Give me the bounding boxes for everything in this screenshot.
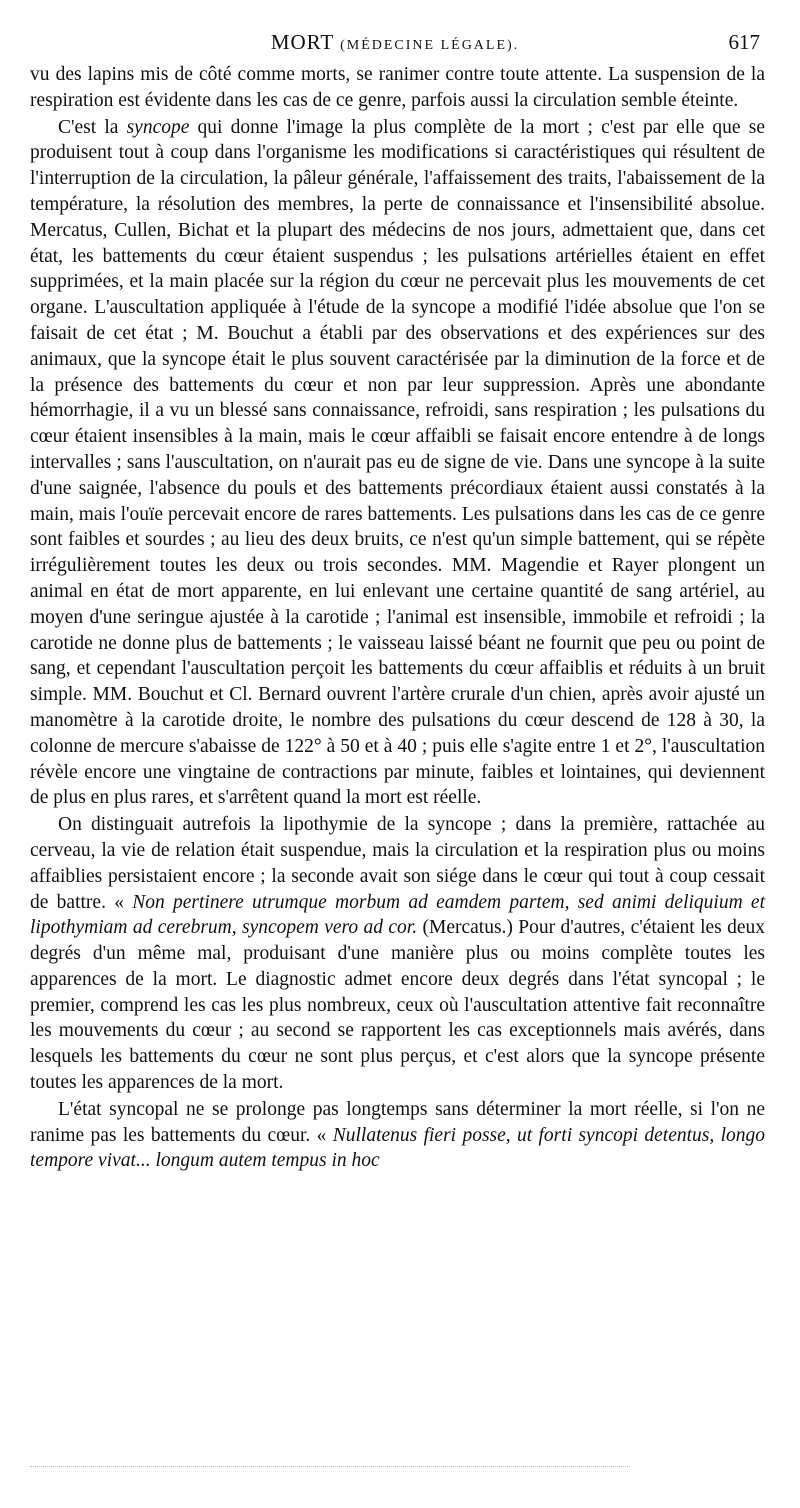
text-run: vu des lapins mis de côté comme morts, se ranimer contre toute attente. La suspension de la respiration est évidente dans les cas de ce genre, parfois aussi la circulation semble éteinte. <box>30 64 765 111</box>
italic-quote: Nullatenus fieri posse, ut forti syncopi detentus, longo tempore vivat... longum autem tempus in hoc <box>30 1124 765 1172</box>
body-text <box>30 62 765 1174</box>
paragraph <box>30 62 765 114</box>
text-run: On distinguait autrefois la lipothymie de la syncope ; dans la première, rattachée au cerveau, la vie de relation était suspendue, mais la circulation et la respiration plus ou moins affaiblies persistaient encore ; la seconde avait son siége dans le cœur qui tout à coup cessait de battre. « <box>30 814 765 913</box>
text-run: L'état syncopal ne se prolonge pas longtemps sans déterminer la mort réelle, si l'on ne ranime pas les battements du cœur. « <box>30 1098 765 1146</box>
running-title-subtitle: (MÉDECINE LÉGALE). <box>340 38 520 53</box>
italic-quote: syncope <box>126 116 190 138</box>
paragraph <box>30 1097 765 1174</box>
page-number: 617 <box>728 30 760 54</box>
paragraph <box>30 115 765 812</box>
text-run: C'est la <box>58 116 127 138</box>
text-run: (Mercatus.) Pour d'autres, c'étaient les deux degrés d'un même mal, produisant d'une manière plus ou moins complète toutes les apparences de la mort. Le diagnostic admet encore deux degrés dans l'état syncopal ; le premier, comprend les cas les plus nombreux, ceux où l'auscultation attentive fait reconnaître les mouvements du cœur ; au second se rapportent les cas exceptionnels mais avérés, dans lesquels les battements du cœur ne sont plus perçus, et c'est alors que la syncope présente toutes les apparences de la mort. <box>30 917 766 1094</box>
text-run: qui donne l'image la plus complète de la mort ; c'est par elle que se produisent tout à coup dans l'organisme les modifications si caractéristiques qui résultent de l'interruption de la circulation, la pâleur générale, l'affaissement des traits, l'abaissement de la température, la résolution des membres, la perte de connaissance et l'insensibilité absolue. Mercatus, Cullen, Bichat et la plupart des médecins de nos jours, admettaient que, dans cet état, les battements du cœur étaient suspendus ; les pulsations artérielles étaient en effet supprimées, et la main placée sur la région du cœur ne percevait plus les mouvements de cet organe. L'auscultation appliquée à l'étude de la syncope a modifié l'idée absolue que l'on se faisait de cet état ; M. Bouchut a établi par des observations et des expériences sur des animaux, que la syncope était le plus souvent caractérisée par la diminution de la force et de la présence des battements du cœur et non par leur suppression. Après une abondante hémorrhagie, il a vu un blessé sans connaissance, refroidi, sans respiration ; les pulsations du cœur étaient insensibles à la main, mais le cœur affaibli se faisait encore entendre à de longs intervalles ; sans l'auscultation, on n'aurait pas eu de signe de vie. Dans une syncope à la suite d'une saignée, l'absence du pouls et des battements précordiaux étaient aussi constatés à la main, mais l'ouïe percevait encore de rares battements. Les pulsations dans les cas de ce genre sont faibles et sourdes ; au lieu des deux bruits, ce n'est qu'un simple battement, qui se répète irrégulièrement toutes les deux ou trois secondes. MM. Magendie et Rayer plongent un animal en état de mort apparente, en lui enlevant une certaine quantité de sang artériel, au moyen d'une seringue ajustée à la carotide ; l'animal est insensible, immobile et refroidi ; la carotide ne donne plus de battements ; le vaisseau laissé béant ne fournit que peu ou point de sang, et cependant l'auscultation perçoit les battements du cœur affaiblis et réduits à un bruit simple. MM. Bouchut et Cl. Bernard ouvrent l'artère crurale d'un chien, après avoir ajusté un manomètre à la carotide droite, le nombre des pulsations du cœur descend de 128 à 30, la colonne de mercure s'abaisse de 122° à 50 et à 40 ; puis elle s'agite entre 1 et 2°, l'auscultation révèle encore une vingtaine de contractions par minute, faibles et lointaines, qui deviennent de plus en plus rares, et s'arrêtent quand la mort est réelle. <box>30 116 765 809</box>
italic-quote: Non pertinere utrumque morbum ad eamdem partem, sed animi deliquium et lipothymiam ad cerebrum, syncopem vero ad cor. <box>30 891 766 939</box>
footer-divider <box>30 1466 630 1467</box>
paragraph <box>30 812 765 1096</box>
running-title <box>30 30 760 55</box>
running-title-word: MORT <box>270 30 334 54</box>
running-head <box>30 30 760 60</box>
